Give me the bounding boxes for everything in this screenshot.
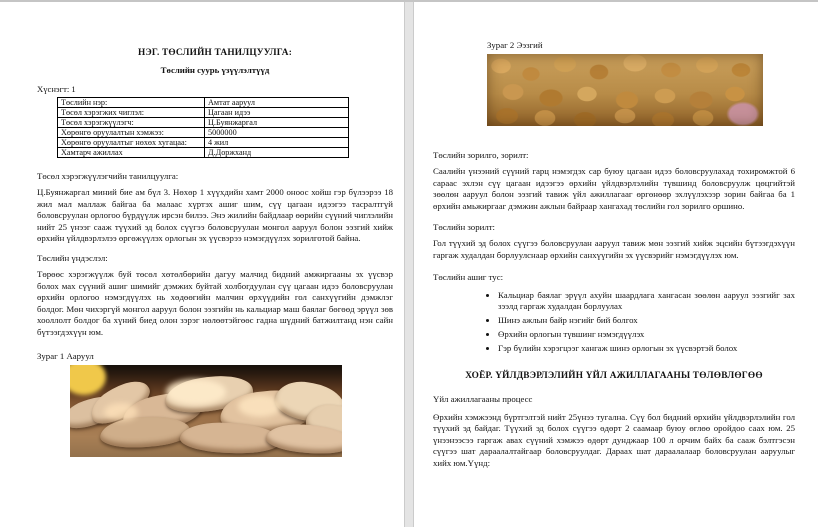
figure-1-aaruul-photo	[70, 365, 342, 457]
page-gap-divider	[404, 2, 414, 527]
implementer-intro-paragraph: Ц.Буянжаргал миний бие ам бүл 3. Нөхөр 1 хүүхдийн хамт 2000 оноос хойш гэр бүлээрээ 18 жил мал маллаж байгаа ба малаас хүртэх ашиг шим, сүү цагаан идээгээ тасралтгүй боловсруулан орлогоо бүрдүүлж ирсэн билээ. Энэ жилийн байдлаар өөрийн сүүний чиглэлийн нийт 25 үнээг сааж түүхий эд болох сүүгээ боловсруулан монгол ааруул болон ээзгий хийж өрхийн үйлдвэрлэлээ өргөжүүлэх орлогын эх үүсвэрээ нэмэгдүүлэх зорилготой байна.	[37, 187, 393, 244]
project-summary-table	[57, 97, 349, 158]
table-row	[58, 128, 349, 138]
figure-2-caption: Зураг 2 Ээзгий	[487, 40, 543, 50]
document-page-1	[0, 2, 404, 527]
table-cell-value: Д.Доржханд	[205, 148, 349, 158]
table-cell-label: Хөрөнгө оруулалтын хэмжээ:	[58, 128, 205, 138]
figure-1-caption: Зураг 1 Ааруул	[37, 350, 94, 361]
table-cell-label: Төсөл хэрэгжүүлэгч:	[58, 118, 205, 128]
table-cell-label: Төсөл хэрэгжих чиглэл:	[58, 108, 205, 118]
goal-paragraph: Саалийн үнээний сүүний гарц нэмэгдэх сар буюу цагаан идээ боловсруулахад тохиромжтой 6 сараас эхлэн сүү цагаан идээгээ өрхийн үйлдвэрлэлийн түвшинд боловсруулж цөцгийтэй зөөлөн ааруул болон ээзгий тавиж үйл ажиллагааг өргөнөөр эхлүүлэхээр зорин байгаа ба 1 өрхийн амьжиргааг дэмжин ажлын байраар хангахад төслийн гол зорилго оршино.	[433, 166, 795, 211]
table-cell-value: 4 жил	[205, 138, 349, 148]
table-row	[58, 108, 349, 118]
photo-highlight	[238, 395, 282, 417]
photo-highlight	[104, 403, 138, 421]
objective-paragraph: Гол түүхий эд болох сүүгээ боловсруулан ааруул тавиж мөн ээзгий хийж эцсийн бүтээгдэхүүн гаргаж худалдан борлуулснаар өрхийн санхүүгийн эх үүсвэрийг нэмэгдүүлэх юм.	[433, 238, 795, 260]
table-row	[58, 138, 349, 148]
photo-highlight	[166, 379, 226, 405]
process-heading: Үйл ажиллагааны процесс	[433, 393, 533, 404]
benefit-item: • Шинэ ажлын байр нэгийг бий болгох	[498, 315, 795, 326]
implementer-intro-heading: Төсөл хэрэгжүүлэгчийн танилцуулга:	[37, 171, 179, 181]
table-cell-label: Төслийн нэр:	[58, 98, 205, 108]
table-number-label: Хүснэгт: 1	[37, 84, 76, 94]
rationale-paragraph: Төрөөс хэрэгжүүлж буй төсөл хөтөлбөрийн дагуу малчид бидний амжиргааны эх үүсвэр болох мах сүүний ашиг шимийг дэмжих буйтай холбогдуулан сүү цагаан идээ боловсруулан өрхийн орлогоо нэмэгдүүлэх нь хөдөөгийн малчин өрхүүдийн гол санхүүгийн дэмжлэг болдог. Мөн чихэргүй монгол ааруул болон ээзгийн нь кальциар маш баялаг бөгөөд эрүүл зөв хооллолт болдог ба хүний биед олон зэрэг нөлөөтэйгөөс гадна шүдний батжилтанд нэн сайн бүтээгдэхүүн юм.	[37, 268, 393, 337]
table-cell-value: Цагаан идээ	[205, 108, 349, 118]
section-two-title: ХОЁР. ҮЙЛДВЭРЛЭЛИЙН ҮЙЛ АЖИЛЛАГААНЫ ТӨЛӨВЛӨГӨӨ	[465, 370, 763, 381]
table-row	[58, 98, 349, 108]
table-row	[58, 118, 349, 128]
photo-yellow-blob	[70, 365, 106, 395]
table-cell-value: Амтат ааруул	[205, 98, 349, 108]
figure-2-eezgii-photo	[487, 54, 763, 126]
benefit-item: • Кальциар баялаг эрүүл ахуйн шаардлага хангасан зөөлөн ааруул ээзгийг зах зээлд гаргаж худалдан борлуулах	[498, 290, 795, 312]
goal-heading: Төслийн зорилго, зорилт:	[433, 150, 529, 160]
benefits-heading: Төслийн ашиг тус:	[433, 271, 504, 282]
benefits-list	[485, 290, 795, 355]
benefit-item: • Өрхийн орлогын түвшинг нэмэгдүүлэх	[498, 329, 795, 340]
benefit-item: • Гэр бүлийн хэрэгцээг хангаж шинэ орлогын эх үүсвэртэй болох	[498, 343, 795, 354]
section-one-title: НЭГ. ТӨСЛИЙН ТАНИЛЦУУЛГА:	[137, 48, 293, 58]
table-cell-label: Хамтарч ажиллах	[58, 148, 205, 158]
objective-heading: Төслийн зорилт:	[433, 222, 495, 233]
table-cell-value: Ц.Буянжаргал	[205, 118, 349, 128]
table-cell-label: Хөрөнгө оруулалтыг нөхөх хугацаа:	[58, 138, 205, 148]
section-one-subtitle: Төслийн суурь үзүүлэлтүүд	[160, 65, 270, 75]
process-paragraph: Өрхийн хэмжээнд бүртгэлтэй нийт 25үнээ тугална. Сүү бол бидний өрхийн үйлдвэрлэлийн гол түүхий эд байдаг. Түүхий эд болох сүүгээ өдөрт 2 саамаар буюу өглөө оройдоо саах юм. 25 үнээнээсээ гаргаж авах сүүний хэмжээ өдөрт дунджаар 100 л орчим байх ба сааж бэлтгэсэн сүүгээ шат дараалалтайгаар боловсруулдаг. Дараах шат дараалалаар боловсруулан ааруулыг хийх юм.Үүнд:	[433, 411, 795, 468]
document-page-2	[414, 2, 818, 527]
rationale-heading: Төслийн үндэслэл:	[37, 252, 108, 263]
table-cell-value: 5000000	[205, 128, 349, 138]
table-row	[58, 148, 349, 158]
